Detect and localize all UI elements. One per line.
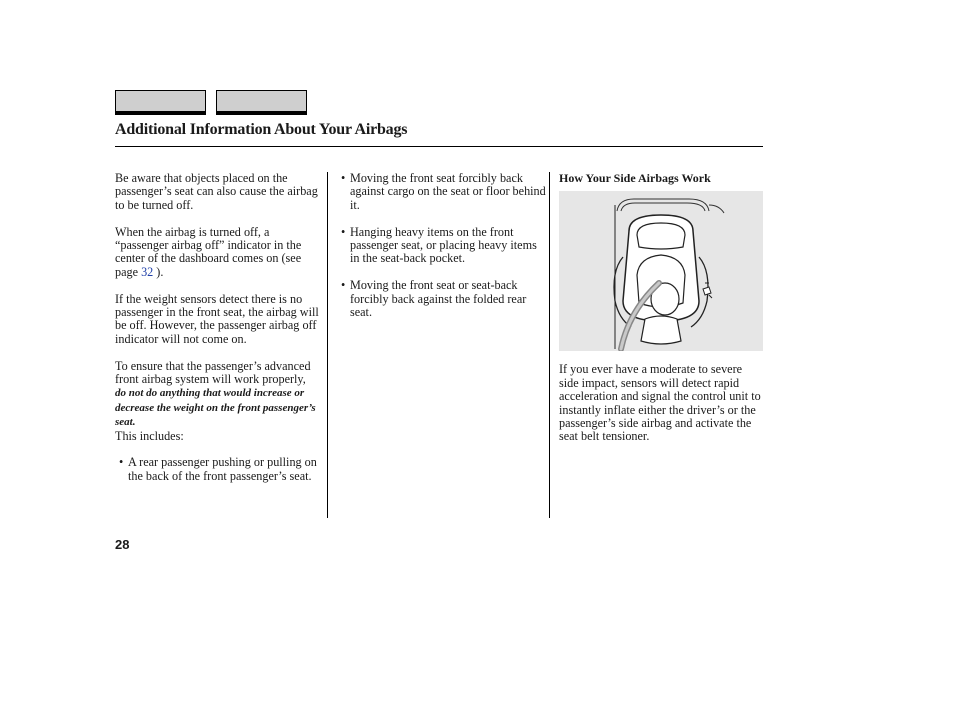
bullet-mark: • xyxy=(341,224,346,239)
list-item-text: A rear passenger pushing or pulling on the back of the front passenger’s seat. xyxy=(128,455,317,483)
column-left xyxy=(115,172,319,497)
list-item xyxy=(341,226,546,266)
seat-occupant-icon xyxy=(559,191,763,351)
page-number: 28 xyxy=(115,537,130,552)
list-item-text: Moving the front seat or seat-back forcibly back against the folded rear seat. xyxy=(350,278,527,320)
column-divider-2 xyxy=(549,172,550,518)
indicator-text-end: ). xyxy=(153,264,164,279)
warning-emphasis: do not do anything that would increase or decrease the weight on the front passenger’s seat. xyxy=(115,387,316,429)
header-tab-box-left xyxy=(115,90,206,115)
list-item xyxy=(341,172,546,212)
list-item-text: Hanging heavy items on the front passenger seat, or placing heavy items in the seat-back pocket. xyxy=(350,224,537,266)
column-middle xyxy=(341,172,546,333)
section-heading: How Your Side Airbags Work xyxy=(559,171,711,185)
header-tab-box-right xyxy=(216,90,307,115)
paragraph-weight-sensors: If the weight sensors detect there is no passenger in the front seat, the airbag will be off. However, the passenger airbag off indicator will not come on. xyxy=(115,291,319,346)
page-32-link[interactable]: 32 xyxy=(141,264,154,279)
page-title: Additional Information About Your Airbags xyxy=(115,121,408,138)
includes-text: This includes: xyxy=(115,428,184,443)
list-item xyxy=(341,279,546,319)
paragraph-side-impact: If you ever have a moderate to severe side impact, sensors will detect rapid acceleration and signal the control unit to instantly inflate either the driver’s or the passenger’s side airbag and activate the seat belt tensioner. xyxy=(559,362,761,444)
title-divider xyxy=(115,146,763,147)
list-item xyxy=(119,456,319,483)
column-divider-1 xyxy=(327,172,328,518)
bullet-mark: • xyxy=(341,171,346,185)
indicator-text: When the airbag is turned off, a “passenger airbag off” indicator in the center of the dashboard comes on (see page xyxy=(115,224,302,279)
paragraph-ensure-proper-work xyxy=(115,360,319,443)
paragraph-airbag-off-indicator xyxy=(115,226,319,280)
bullet-mark: • xyxy=(119,455,124,470)
ensure-text: To ensure that the passenger’s advanced front airbag system will work properly, xyxy=(115,358,311,387)
bullet-mark: • xyxy=(341,278,346,293)
paragraph-objects-on-seat: Be aware that objects placed on the passenger’s seat can also cause the airbag to be turned off. xyxy=(115,171,318,212)
column-right xyxy=(559,172,764,457)
side-airbag-illustration xyxy=(559,191,763,351)
list-item-text: Moving the front seat forcibly back against cargo on the seat or floor behind it. xyxy=(350,171,546,212)
